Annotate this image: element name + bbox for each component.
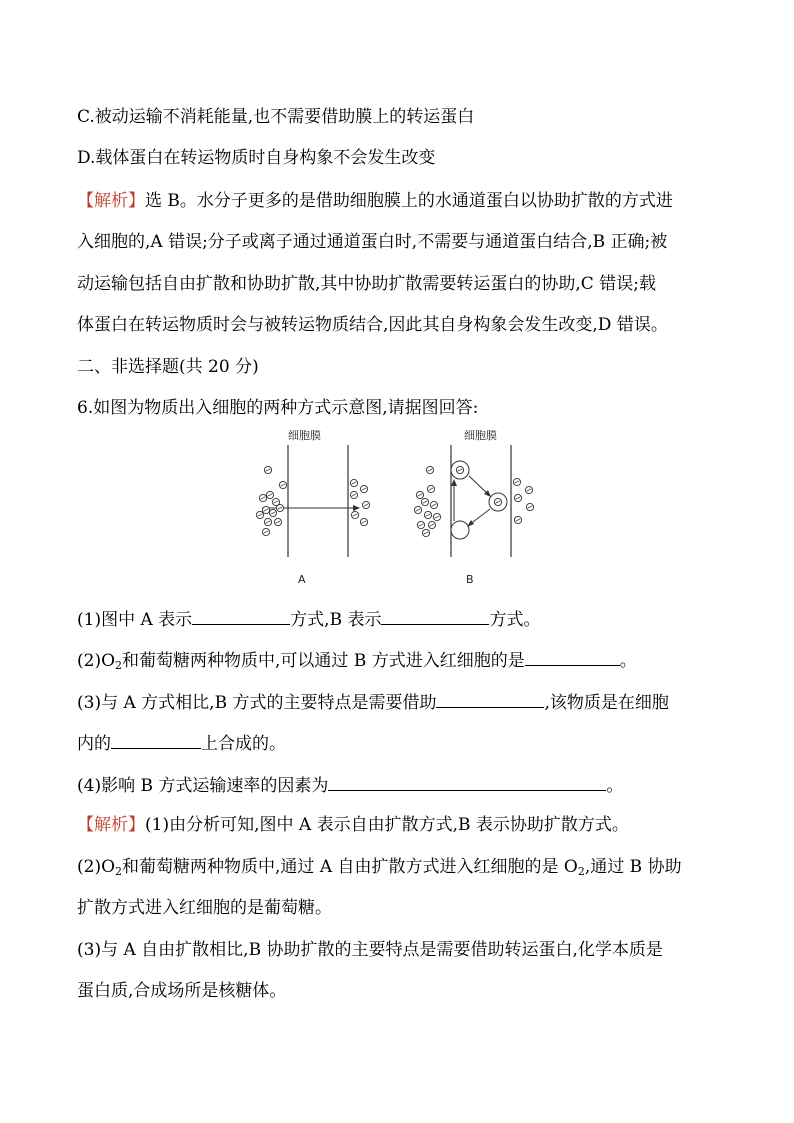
analysis2-line5: 蛋白质,合成场所是核糖体。 <box>77 981 287 1001</box>
diagram-a <box>256 428 369 586</box>
question-3-line1: (3)与 A 方式相比,B 方式的主要特点是需要借助 ,该物质是在细胞 <box>77 689 669 715</box>
arrow-head-b-3 <box>451 479 457 486</box>
option-d: D.载体蛋白在转运物质时自身构象不会发生改变 <box>77 148 436 168</box>
answer-blank-1a[interactable] <box>192 606 290 625</box>
option-c: C.被动运输不消耗能量,也不需要借助膜上的转运蛋白 <box>77 107 475 127</box>
question-1: (1)图中 A 表示 方式,B 表示 方式。 <box>77 606 540 632</box>
question-2: $(2)O_2$和葡萄糖两种物质中,可以通过 B 方式进入红细胞的是 。 <box>77 647 637 673</box>
arrow-head-a <box>353 505 360 511</box>
membrane-label-b: 细胞膜 <box>464 429 497 442</box>
analysis1-line1: 【解析】选 B。水分子更多的是借助细胞膜上的水通道蛋白以协助扩散的方式进 <box>77 191 673 211</box>
section-heading: 二、非选择题(共 20 分) <box>77 357 259 377</box>
carrier-protein-3 <box>451 521 469 539</box>
diagram-b <box>414 428 533 586</box>
analysis1-line3: 动运输包括自由扩散和协助扩散,其中协助扩散需要转运蛋白的协助,C 错误;载 <box>77 274 656 294</box>
analysis2-line4: (3)与 A 自由扩散相比,B 协助扩散的主要特点是需要借助转运蛋白,化学本质是 <box>77 940 663 960</box>
answer-blank-2[interactable] <box>525 647 620 666</box>
analysis1-line4: 体蛋白在转运物质时会与被转运物质结合,因此其自身构象会发生改变,D 错误。 <box>77 315 668 335</box>
question-4: (4)影响 B 方式运输速率的因素为 。 <box>77 772 623 798</box>
analysis2-line3: 扩散方式进入红细胞的是葡萄糖。 <box>77 898 332 918</box>
question-6-stem: 6.如图为物质出入细胞的两种方式示意图,请据图回答: <box>77 398 479 418</box>
diagram-label-a: A <box>298 573 306 586</box>
arrow-head-b-2 <box>467 520 474 527</box>
membrane-label-a: 细胞膜 <box>288 429 321 442</box>
answer-blank-1b[interactable] <box>381 606 489 625</box>
question-3-line2: 内的 上合成的。 <box>77 730 286 756</box>
answer-blank-3a[interactable] <box>436 689 544 708</box>
transport-diagram <box>240 425 560 595</box>
analysis-tag-2: 【解析】 <box>77 815 145 835</box>
answer-blank-3b[interactable] <box>111 730 201 749</box>
analysis2-line1: 【解析】(1)由分析可知,图中 A 表示自由扩散方式,B 表示协助扩散方式。 <box>77 815 629 835</box>
answer-blank-4[interactable] <box>328 772 606 791</box>
analysis-tag: 【解析】 <box>77 191 145 211</box>
molecules-a <box>256 466 369 535</box>
diagram-label-b: B <box>466 573 474 586</box>
analysis1-line2: 入细胞的,A 错误;分子或离子通过通道蛋白时,不需要与通道蛋白结合,B 正确;被 <box>77 232 668 252</box>
molecules-b <box>414 466 533 536</box>
analysis2-line2: $(2)O_2$和葡萄糖两种物质中,通过 A 自由扩散方式进入红细胞的是 $O_2$,通过 B 协助 <box>77 857 682 878</box>
